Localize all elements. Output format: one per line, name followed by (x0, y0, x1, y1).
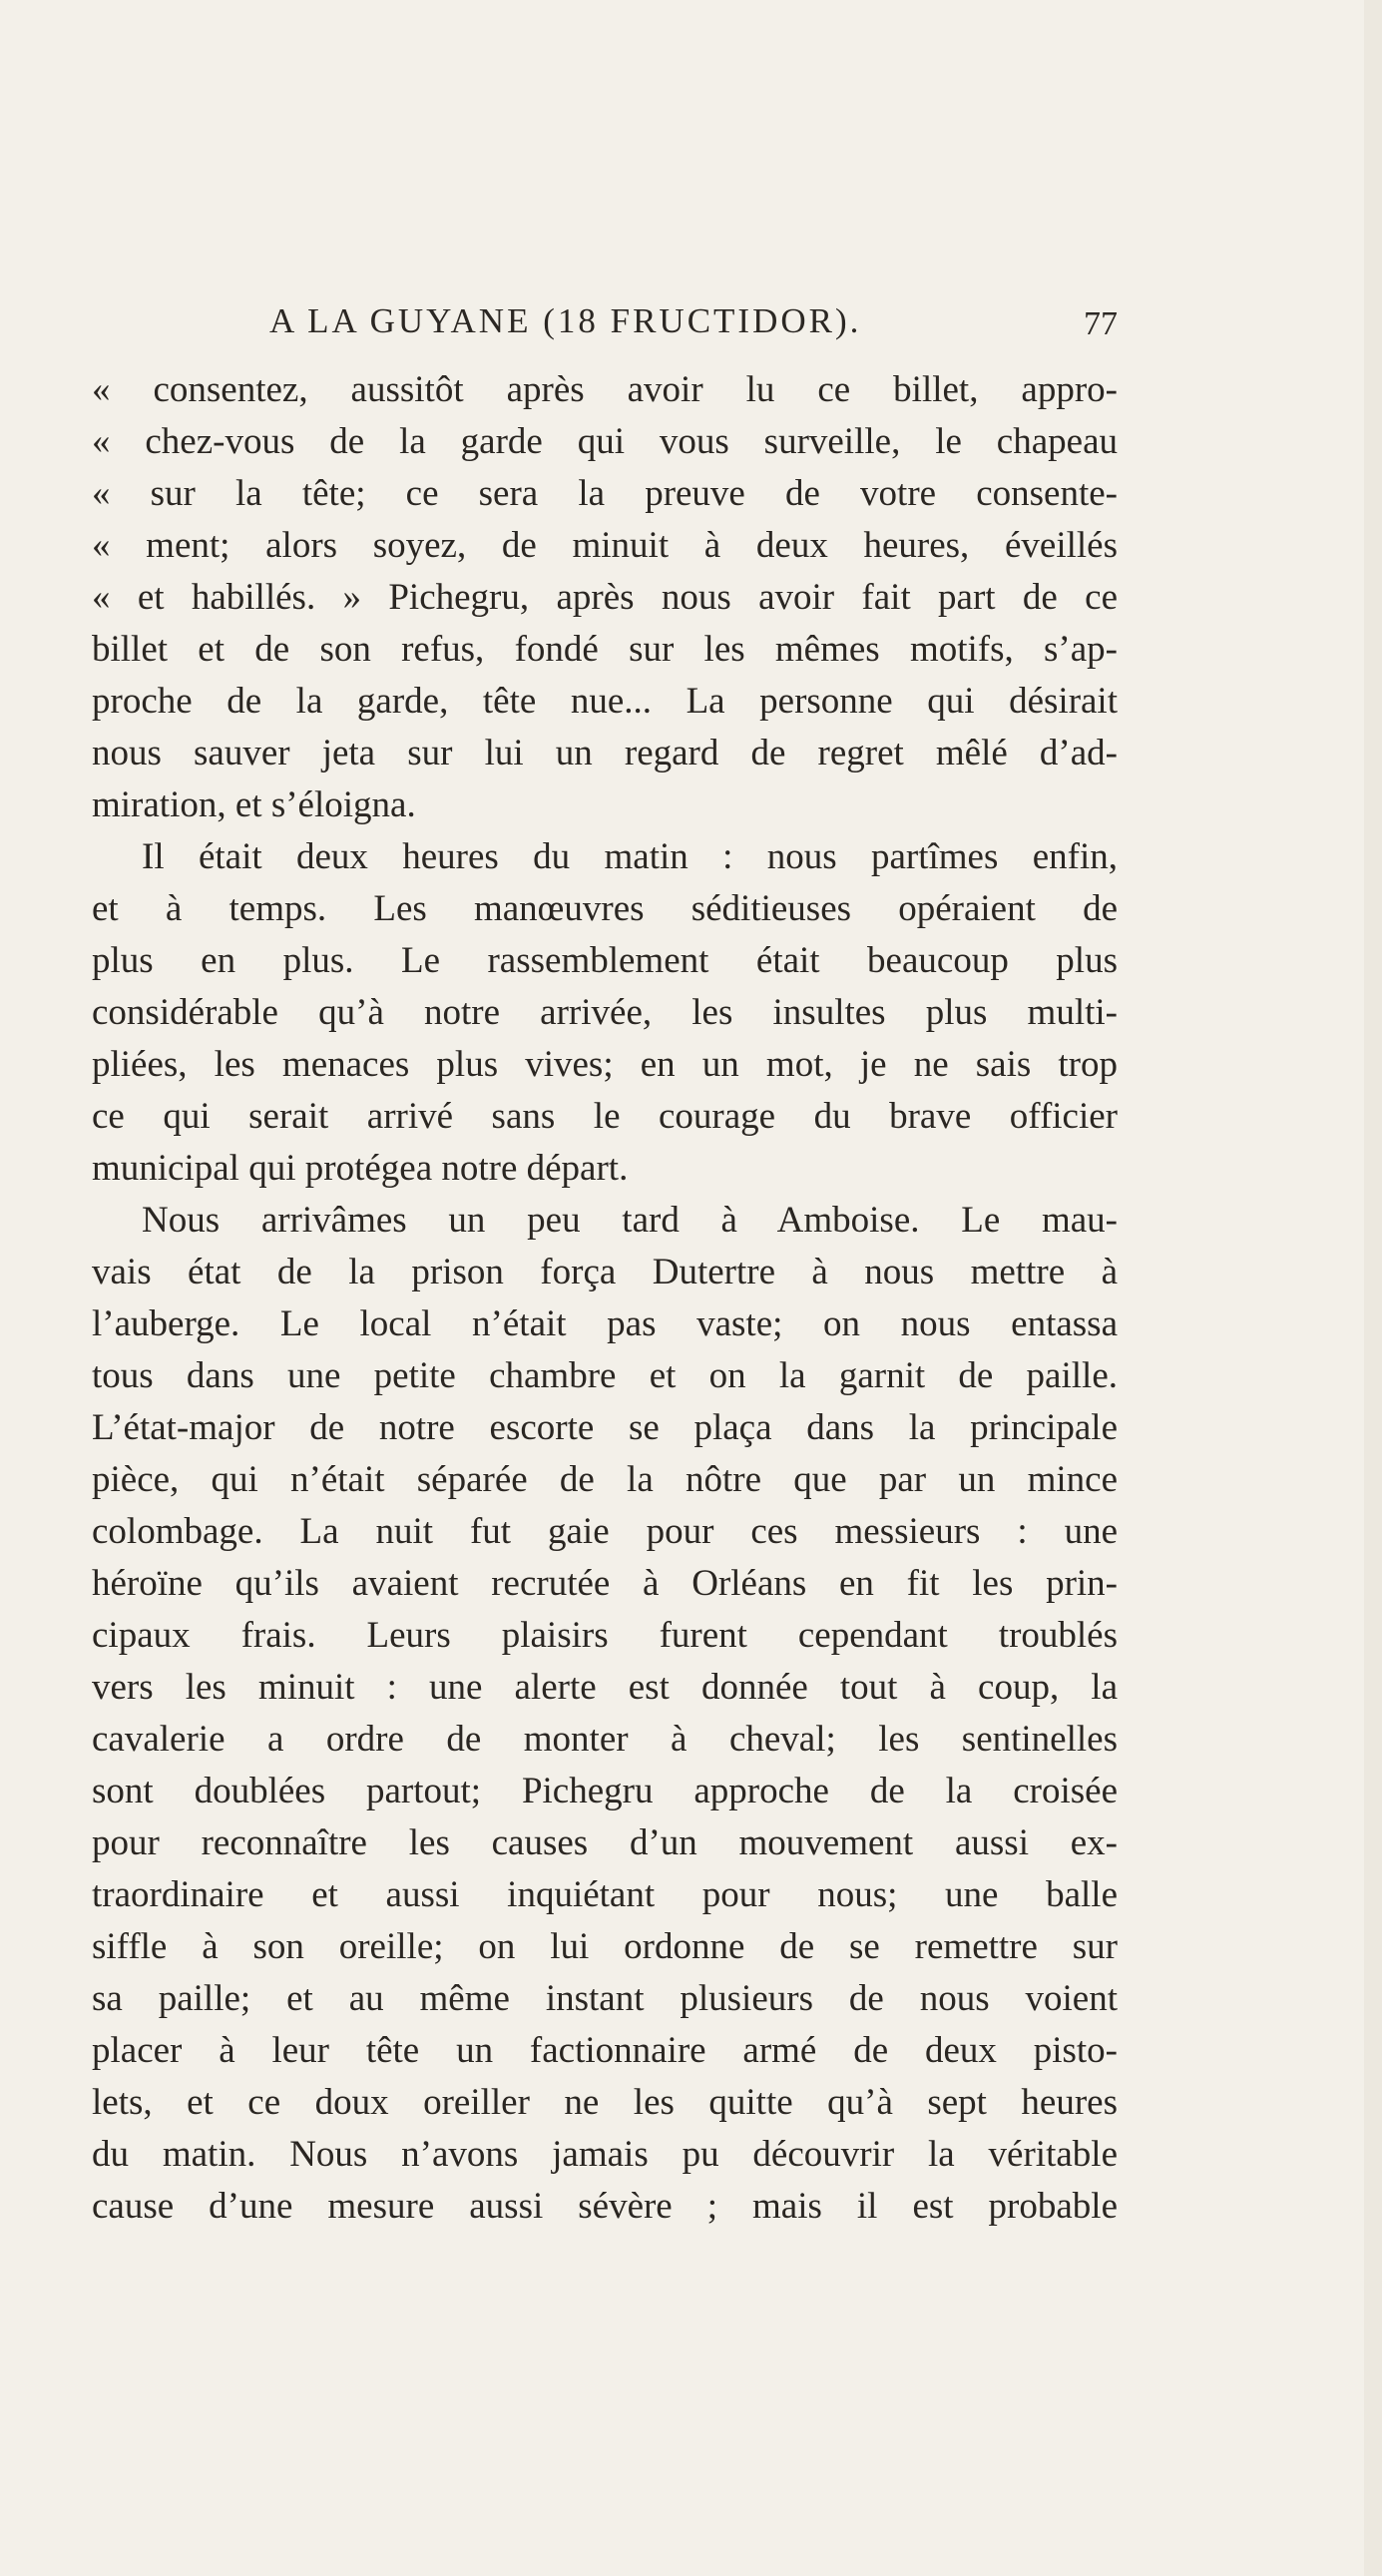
text-line: lets, et ce doux oreiller ne les quitte qu’à sept heures (92, 2082, 1118, 2123)
text-line: placer à leur tête un factionnaire armé de deux pisto- (92, 2030, 1118, 2071)
page-edge (1364, 0, 1382, 2576)
text-line: siffle à son oreille; on lui ordonne de se remettre sur (92, 1926, 1118, 1967)
text-line: considérable qu’à notre arrivée, les insultes plus multi- (92, 992, 1118, 1033)
text-line: plus en plus. Le rassemblement était beaucoup plus (92, 940, 1118, 981)
text-line: « consentez, aussitôt après avoir lu ce billet, appro- (92, 369, 1118, 410)
text-line: l’auberge. Le local n’était pas vaste; on nous entassa (92, 1303, 1118, 1344)
text-line: pièce, qui n’était séparée de la nôtre que par un mince (92, 1459, 1118, 1500)
text-line: cipaux frais. Leurs plaisirs furent cependant troublés (92, 1615, 1118, 1656)
text-line: « ment; alors soyez, de minuit à deux heures, éveillés (92, 525, 1118, 566)
text-line: vais état de la prison força Dutertre à nous mettre à (92, 1252, 1118, 1292)
text-line: tous dans une petite chambre et on la garnit de paille. (92, 1355, 1118, 1396)
text-line: proche de la garde, tête nue... La personne qui désirait (92, 681, 1118, 722)
text-line: ce qui serait arrivé sans le courage du brave officier (92, 1096, 1118, 1137)
text-line: L’état-major de notre escorte se plaça dans la principale (92, 1407, 1118, 1448)
text-line: municipal qui protégea notre départ. (92, 1148, 629, 1189)
text-line: nous sauver jeta sur lui un regard de regret mêlé d’ad- (92, 733, 1118, 773)
page-number: 77 (1084, 305, 1118, 342)
text-line: « chez-vous de la garde qui vous surveille, le chapeau (92, 421, 1118, 462)
text-line: vers les minuit : une alerte est donnée tout à coup, la (92, 1667, 1118, 1708)
text-line: Nous arrivâmes un peu tard à Amboise. Le mau- (142, 1200, 1118, 1241)
text-line: traordinaire et aussi inquiétant pour nous; une balle (92, 1874, 1118, 1915)
text-line: du matin. Nous n’avons jamais pu découvrir la véritable (92, 2134, 1118, 2175)
text-line: miration, et s’éloigna. (92, 784, 416, 825)
text-line: et à temps. Les manœuvres séditieuses opéraient de (92, 888, 1118, 929)
text-line: colombage. La nuit fut gaie pour ces messieurs : une (92, 1511, 1118, 1552)
text-line: sont doublées partout; Pichegru approche de la croisée (92, 1771, 1118, 1811)
body-text (92, 364, 1118, 2233)
text-line: pour reconnaître les causes d’un mouvement aussi ex- (92, 1822, 1118, 1863)
text-line: pliées, les menaces plus vives; en un mot, je ne sais trop (92, 1044, 1118, 1085)
text-line: Il était deux heures du matin : nous partîmes enfin, (142, 836, 1118, 877)
text-line: héroïne qu’ils avaient recrutée à Orléans en fit les prin- (92, 1563, 1118, 1604)
text-line: cavalerie a ordre de monter à cheval; les sentinelles (92, 1719, 1118, 1760)
running-title: A LA GUYANE (18 FRUCTIDOR). (269, 301, 862, 340)
text-line: « sur la tête; ce sera la preuve de votre consente- (92, 473, 1118, 514)
text-line: billet et de son refus, fondé sur les mêmes motifs, s’ap- (92, 629, 1118, 670)
text-line: sa paille; et au même instant plusieurs de nous voient (92, 1978, 1118, 2019)
text-line: « et habillés. » Pichegru, après nous avoir fait part de ce (92, 577, 1118, 618)
text-line: cause d’une mesure aussi sévère ; mais il est probable (92, 2186, 1118, 2227)
